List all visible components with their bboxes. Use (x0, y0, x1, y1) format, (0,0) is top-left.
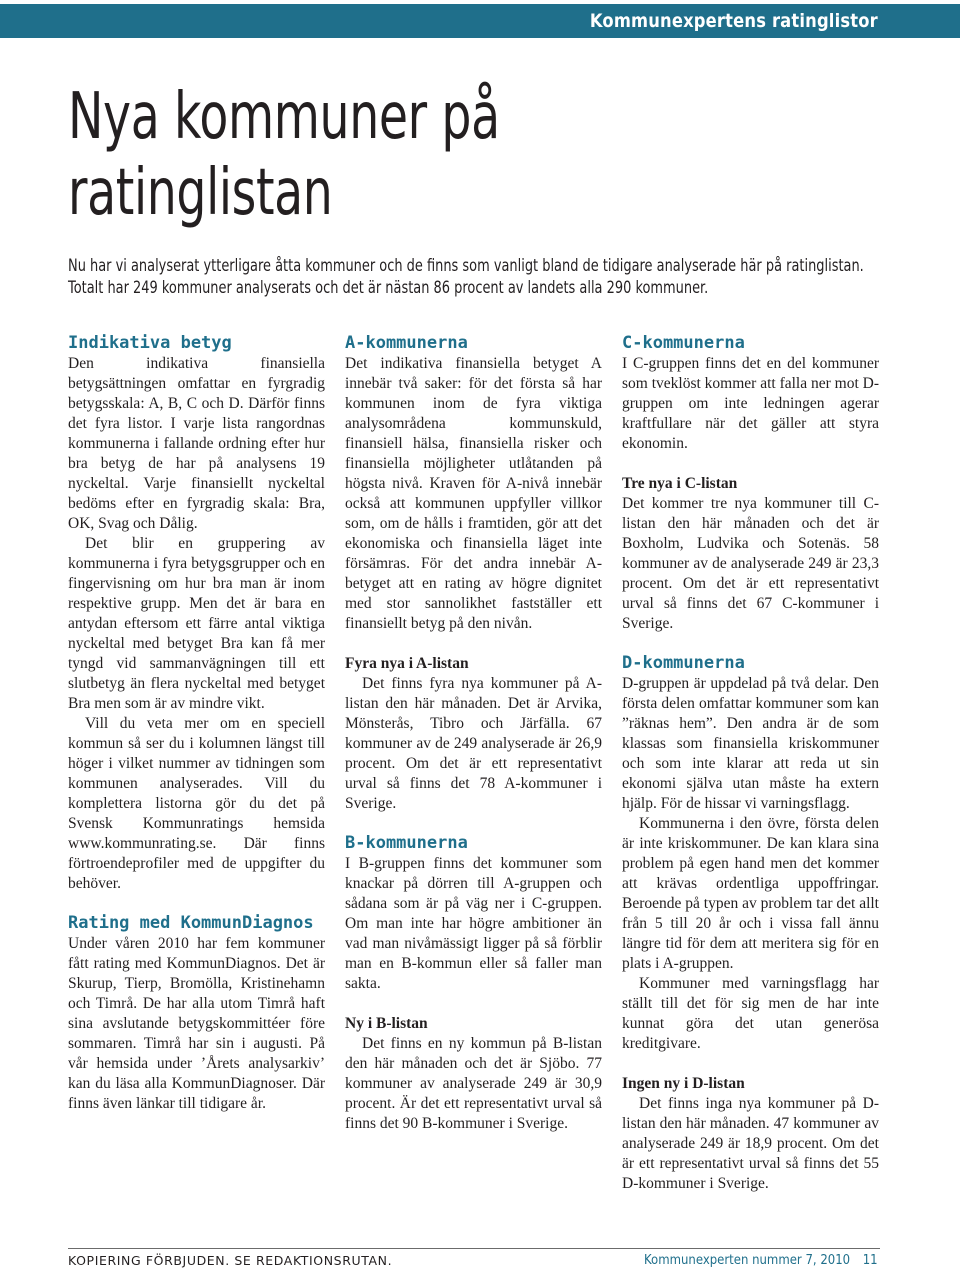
paragraph: Kommuner med varningsflagg har ställt till det för sig men de har inte kunnat göra det utan generösa kreditgivare. (622, 975, 879, 1052)
article-ingress: Nu har vi analyserat ytterligare åtta kommuner och de finns som vanligt bland de tidigare analyserade här på ratinglistan. Totalt har 249 kommuner analyserats och det är nästan 86 procent av landets alla 290 kommuner. (68, 256, 864, 297)
subheading-tre-nya-c: Tre nya i C-listan (622, 475, 738, 492)
paragraph: Det kommer tre nya kommuner till C-listan den här månaden och det är Boxholm, Ludvika och Sotenäs. 58 kommuner av de analyserade 249 är 23,3 procent. Om det är ett representativt urval så finns det 67 C-kommuner i Sverige. (622, 495, 879, 632)
subheading-ny-i-b: Ny i B-listan (345, 1015, 428, 1032)
spacer (345, 994, 602, 1014)
spacer (622, 634, 879, 652)
column-1 (68, 332, 325, 1114)
paragraph: Den indikativa finansiella betygsättningen omfattar en fyrgradig betygsskala: A, B, C och D. Därför finns det fyra listor. I varje lista rangordnas kommunerna i fallande ordning efter hur bra betyg de har på analysens 19 nyckeltal. Varje finansiellt nyckeltal bedöms efter en fyrgradig skala: Bra, OK, Svag och Dålig. (68, 355, 325, 532)
heading-a-kommunerna: A-kommunerna (345, 333, 468, 353)
article-title: Nya kommuner på ratinglistan (68, 80, 500, 230)
subheading-ingen-ny-d: Ingen ny i D-listan (622, 1075, 745, 1092)
paragraph: Vill du veta mer om en speciell kommun så ser du i kolumnen längst till höger i vilket nummer av tidningen som kommunen analyserades. Vill du komplettera listorna gör du det på Svensk Kommunratings hemsida www.kommunrating.se. Där finns förtroendeprofiler med de uppgifter du behöver. (68, 715, 325, 892)
heading-indikativa-betyg: Indikativa betyg (68, 333, 232, 353)
paragraph: Det indikativa finansiella betyget A innebär två saker: för det första så har kommunen inom de fyra viktiga analysområdena kommunskuld, finansiell hälsa, finansiella risker och finansiella möjligheter utlåtanden på högsta nivå. Kraven för A-nivå innebär också att kommunen uppfyller villkor som, om de hålls i framtiden, gör att det ekonomiska och finansiella läget inte försämras. För det andra innebär A-betyget att en rating av högre dignitet med stor sannolikhet fastställer ett finansiellt betyg på den nivån. (345, 355, 602, 632)
heading-c-kommunerna: C-kommunerna (622, 333, 745, 353)
paragraph: Det blir en gruppering av kommunerna i fyra betygsgrupper och en fingervisning om hur bra man är inom respektive grupp. Men det är bara en antydan eftersom ett färre antal viktiga nyckeltal med betyget Bra kan få mer tyngd vid sammanvägningen till ett slutbetyg än flera nyckeltal med betyget Bra men som är av mindre vikt. (68, 535, 325, 712)
header-banner (0, 4, 960, 38)
copyright-notice: KOPIERING FÖRBJUDEN. SE REDAKTIONSRUTAN. (68, 1253, 393, 1268)
footer-publication (644, 1253, 878, 1268)
paragraph: D-gruppen är uppdelad på två delar. Den första delen omfattar kommuner som kan ”räknas hem”. Den andra är de som klassas som finansiella kriskommuner och som inte klarar att reda ut sin ekonomi själva utan måste ha extern hjälp. För de hissar vi varningsflagg. (622, 675, 879, 812)
heading-d-kommunerna: D-kommunerna (622, 653, 745, 673)
paragraph: Det finns fyra nya kommuner på A-listan den här månaden. Det är Arvika, Mönsterås, Tibro och Järfälla. 67 kommuner av de 249 analyserade är 26,9 procent. Om det är ett representativt urval så finns det 78 A-kommuner i Sverige. (345, 675, 602, 812)
paragraph: I C-gruppen finns det en del kommuner som tveklöst kommer att falla ner mot D-gruppen om inte ledningen agerar kraftfullare när det gäller att styra ekonomin. (622, 355, 879, 452)
column-3 (622, 332, 879, 1194)
section-title: Kommunexpertens ratinglistor (590, 10, 878, 32)
heading-rating-kommundiagnos: Rating med KommunDiagnos (68, 913, 314, 933)
paragraph: Kommunerna i den övre, första delen är inte kriskommuner. De kan klara sina problem på egen hand men det kommer att krävas ordentliga uppoffringar. Beroende på typen av problem tar det allt från 5 till 20 år och i vissa fall ännu längre tid för dem att meritera sig för en plats i A-gruppen. (622, 815, 879, 972)
heading-b-kommunerna: B-kommunerna (345, 833, 468, 853)
paragraph: Det finns inga nya kommuner på D-listan den här månaden. 47 kommuner av analyserade 249 är 18,9 procent. Om det är ett representativt urval så finns det 55 D-kommuner i Sverige. (622, 1095, 879, 1192)
spacer (345, 814, 602, 832)
paragraph: Det finns en ny kommun på B-listan den här månaden och det är Sjöbo. 77 kommuner av analyserade 249 är 30,9 procent. Är det ett representativt urval så finns det 90 B-kommuner i Sverige. (345, 1035, 602, 1132)
spacer (68, 894, 325, 912)
subheading-fyra-nya-a: Fyra nya i A-listan (345, 655, 469, 672)
paragraph: I B-gruppen finns det kommuner som knackar på dörren till A-gruppen och sådana som är på väg ner i C-gruppen. Om man inte har högre ambitioner än vad man nivåmässigt ligger på så förblir man en B-kommun eller så faller man sakta. (345, 855, 602, 992)
spacer (345, 634, 602, 654)
publication-name: Kommunexperten nummer 7, 2010 (644, 1253, 851, 1268)
spacer (622, 1054, 879, 1074)
spacer (622, 454, 879, 474)
column-2 (345, 332, 602, 1134)
page-number: 11 (863, 1253, 878, 1268)
paragraph: Under våren 2010 har fem kommuner fått rating med KommunDiagnos. Det är Skurup, Tierp, Bromölla, Kristinehamn och Timrå. De har alla utom Timrå haft sina avslutande betygskommittéer före sommaren. Timrå har sin i augusti. På vår hemsida under ’Årets analysarkiv’ kan du läsa alla KommunDiagnoser. Där finns även länkar till tidigare år. (68, 935, 325, 1112)
footer-divider (68, 1248, 880, 1249)
